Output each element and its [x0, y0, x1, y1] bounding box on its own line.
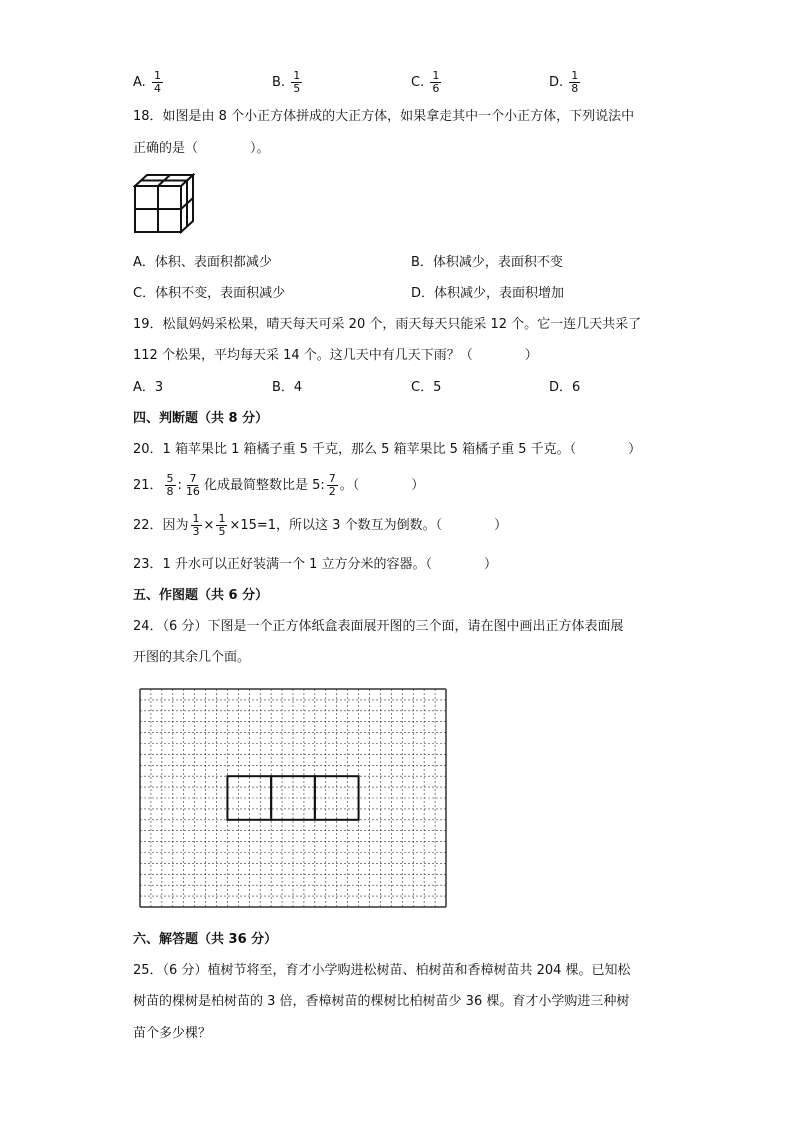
fraction: $\frac{1}{8}$ [571, 69, 579, 95]
q17-option-c: C. $\frac{1}{6}$ [411, 69, 440, 95]
fraction: $\frac{5}{8}$ [166, 472, 174, 498]
q17-option-b: B. $\frac{1}{5}$ [272, 69, 301, 95]
q24-stem-line2: 开图的其余几个面。 [133, 650, 251, 665]
fraction: $\frac{7}{16}$ [185, 472, 200, 498]
fraction: $\frac{1}{4}$ [153, 69, 161, 95]
fraction: $\frac{1}{6}$ [432, 69, 440, 95]
section-5-heading: 五、作图题（共 6 分） [133, 588, 269, 603]
q17-option-d: D. $\frac{1}{8}$ [549, 69, 579, 95]
section-4-heading: 四、判断题（共 8 分） [133, 411, 269, 426]
q18-option-a: A．体积、表面积都减少 [133, 255, 272, 270]
q21: 21． $\frac{5}{8}$ : $\frac{7}{16}$ 化成最简整数比是 5: $\frac{7}{2}$ 。（ ） [133, 472, 425, 498]
q25-stem-line2: 树苗的棵树是柏树苗的 3 倍，香樟树苗的棵树比柏树苗少 36 棵。育才小学购进三种树 [133, 994, 630, 1009]
fraction: $\frac{1}{5}$ [218, 512, 226, 538]
q20: 20．1 箱苹果比 1 箱橘子重 5 千克，那么 5 箱苹果比 5 箱橘子重 5 千克。（ ） [133, 442, 642, 457]
q25-stem-line1: 25．（6 分）植树节将至，育才小学购进松树苗、柏树苗和香樟树苗共 204 棵。已知松 [133, 963, 631, 978]
q22: 22．因为 $\frac{1}{3}$ × $\frac{1}{5}$ ×15=1，所以这 3 个数互为倒数。（ ） [133, 512, 508, 538]
fraction: $\frac{1}{3}$ [192, 512, 200, 538]
q19-option-d: D．6 [549, 380, 581, 395]
q17-option-a: A. $\frac{1}{4}$ [133, 69, 161, 95]
cube-figure [133, 172, 197, 236]
q19-option-b: B．4 [272, 380, 303, 395]
q18-option-b: B．体积减少，表面积不变 [411, 255, 563, 270]
q19-stem-line1: 19．松鼠妈妈采松果，晴天每天可采 20 个，雨天每天只能采 12 个。它一连几天共采了 [133, 317, 642, 332]
section-6-heading: 六、解答题（共 36 分） [133, 932, 278, 947]
q18-option-d: D．体积减少，表面积增加 [411, 286, 565, 301]
q18-option-c: C．体积不变，表面积减少 [133, 286, 286, 301]
q18-stem-line1: 18．如图是由 8 个小正方体拼成的大正方体，如果拿走其中一个小正方体，下列说法中 [133, 109, 635, 124]
q19-option-a: A．3 [133, 380, 164, 395]
q19-option-c: C．5 [411, 380, 442, 395]
q19-stem-line2: 112 个松果，平均每天采 14 个。这几天中有几天下雨？（ ） [133, 348, 538, 363]
q18-stem-line2: 正确的是（ ）。 [133, 141, 270, 156]
fraction: $\frac{1}{5}$ [293, 69, 301, 95]
grid-figure [139, 688, 447, 908]
fraction: $\frac{7}{2}$ [328, 472, 336, 498]
q25-stem-line3: 苗个多少棵？ [133, 1026, 212, 1041]
q23: 23．1 升水可以正好装满一个 1 立方分米的容器。（ ） [133, 557, 497, 572]
q24-stem-line1: 24．（6 分）下图是一个正方体纸盒表面展开图的三个面，请在图中画出正方体表面展 [133, 619, 624, 634]
